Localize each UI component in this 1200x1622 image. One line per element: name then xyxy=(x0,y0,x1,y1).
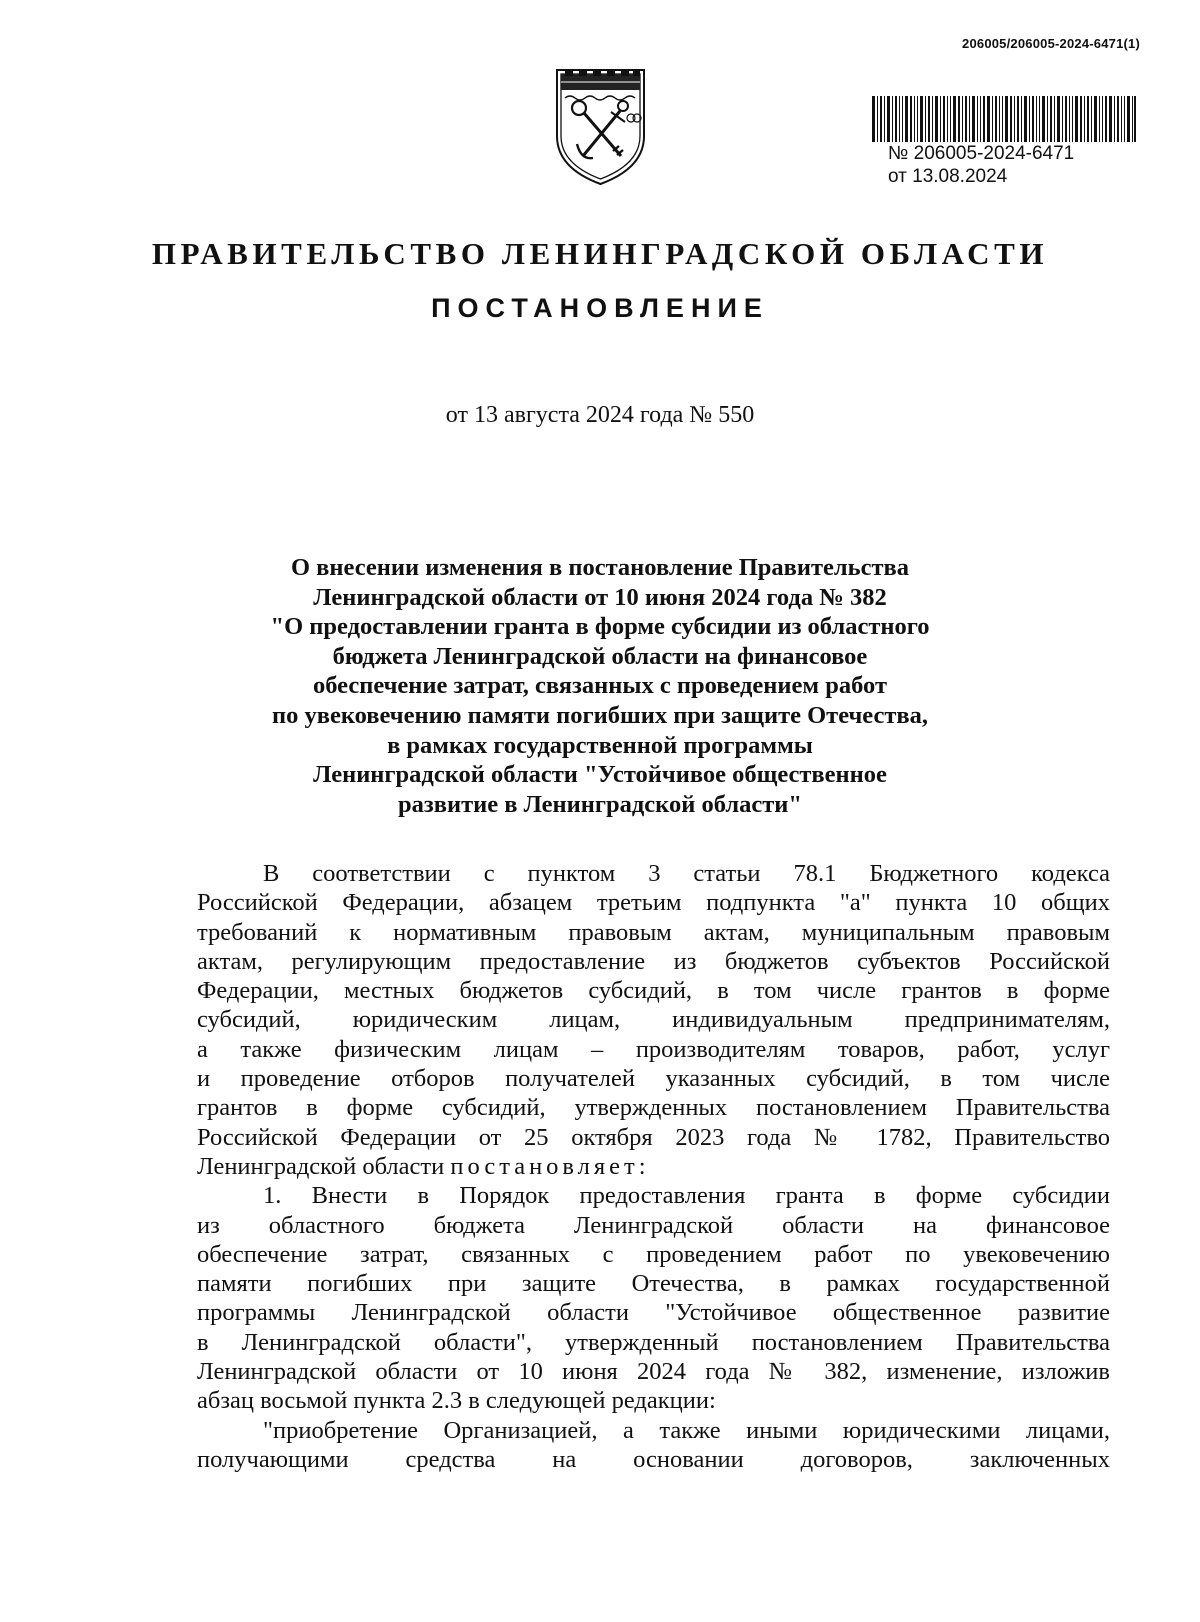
subject-line: в рамках государственной программы xyxy=(387,731,813,759)
body-line: "приобретение Организацией, а также иными юридическими лицами, xyxy=(263,1416,1110,1444)
body-line: получающими средства на основании договоров, заключенных xyxy=(197,1445,1110,1473)
body-text: Ленинградской области xyxy=(197,1152,451,1180)
body-line: грантов в форме субсидий, утвержденных постановлением Правительства xyxy=(197,1094,1110,1122)
body-line: В соответствии с пунктом 3 статьи 78.1 Бюджетного кодекса xyxy=(263,860,1110,887)
subject-line: развитие в Ленинградской области" xyxy=(398,790,802,818)
registration-code-top: 206005/206005-2024-6471(1) xyxy=(962,36,1140,51)
subject-line: обеспечение затрат, связанных с проведением работ xyxy=(313,672,887,700)
subject-line: Ленинградской области от 10 июня 2024 года № 382 xyxy=(313,583,887,611)
resolves-keyword: постановляет: xyxy=(450,1152,650,1180)
document-date-number: от 13 августа 2024 года № 550 xyxy=(445,402,755,428)
body-line: Федерации, местных бюджетов субсидий, в том числе грантов в форме xyxy=(197,977,1110,1005)
body-line: и проведение отборов получателей указанных субсидий, в том числе xyxy=(197,1065,1110,1093)
body-line: программы Ленинградской области "Устойчивое общественное развитие xyxy=(197,1299,1110,1327)
body-line: абзац восьмой пункта 2.3 в следующей редакции: xyxy=(197,1387,716,1415)
body-line: актам, регулирующим предоставление из бюджетов субъектов Российской xyxy=(197,947,1110,975)
body-line: требований к нормативным правовым актам, муниципальным правовым xyxy=(197,918,1110,946)
document-body xyxy=(197,859,1110,1474)
body-line: в Ленинградской области", утвержденный постановлением Правительства xyxy=(197,1328,1110,1356)
body-line: Российской Федерации, абзацем третьим подпункта "а" пункта 10 общих xyxy=(197,889,1110,917)
body-line: памяти погибших при защите Отечества, в рамках государственной xyxy=(197,1270,1110,1298)
subject-line: Ленинградской области "Устойчивое общественное xyxy=(313,761,887,789)
body-line-resolves xyxy=(197,1152,1110,1181)
coat-of-arms-emblem xyxy=(553,56,648,190)
subject-line: О внесении изменения в постановление Правительства xyxy=(291,554,909,581)
body-line: 1. Внести в Порядок предоставления гранта в форме субсидии xyxy=(263,1182,1110,1210)
subject-line: "О предоставлении гранта в форме субсидии из областного xyxy=(270,613,930,641)
barcode xyxy=(872,96,1136,142)
subject-line: по увековечению памяти погибших при защите Отечества, xyxy=(272,701,928,729)
body-line: обеспечение затрат, связанных с проведением работ по увековечению xyxy=(197,1240,1110,1268)
body-line: субсидий, юридическим лицам, индивидуальным предпринимателям, xyxy=(197,1006,1110,1034)
body-line: Ленинградской области от 10 июня 2024 года № 382, изменение, изложив xyxy=(197,1358,1110,1386)
body-line: из областного бюджета Ленинградской области на финансовое xyxy=(197,1211,1110,1239)
registration-date: от 13.08.2024 xyxy=(888,166,1008,187)
body-line: Российской Федерации от 25 октября 2023 года № 1782, Правительство xyxy=(197,1123,1110,1151)
body-line: а также физическим лицам – производителям товаров, работ, услуг xyxy=(197,1035,1110,1063)
organization-title: ПРАВИТЕЛЬСТВО ЛЕНИНГРАДСКОЙ ОБЛАСТИ xyxy=(151,236,1049,271)
document-subject xyxy=(150,553,1050,819)
subject-line: бюджета Ленинградской области на финансовое xyxy=(332,642,868,670)
document-type: ПОСТАНОВЛЕНИЕ xyxy=(431,293,769,323)
registration-number: № 206005-2024-6471 xyxy=(888,143,1075,164)
